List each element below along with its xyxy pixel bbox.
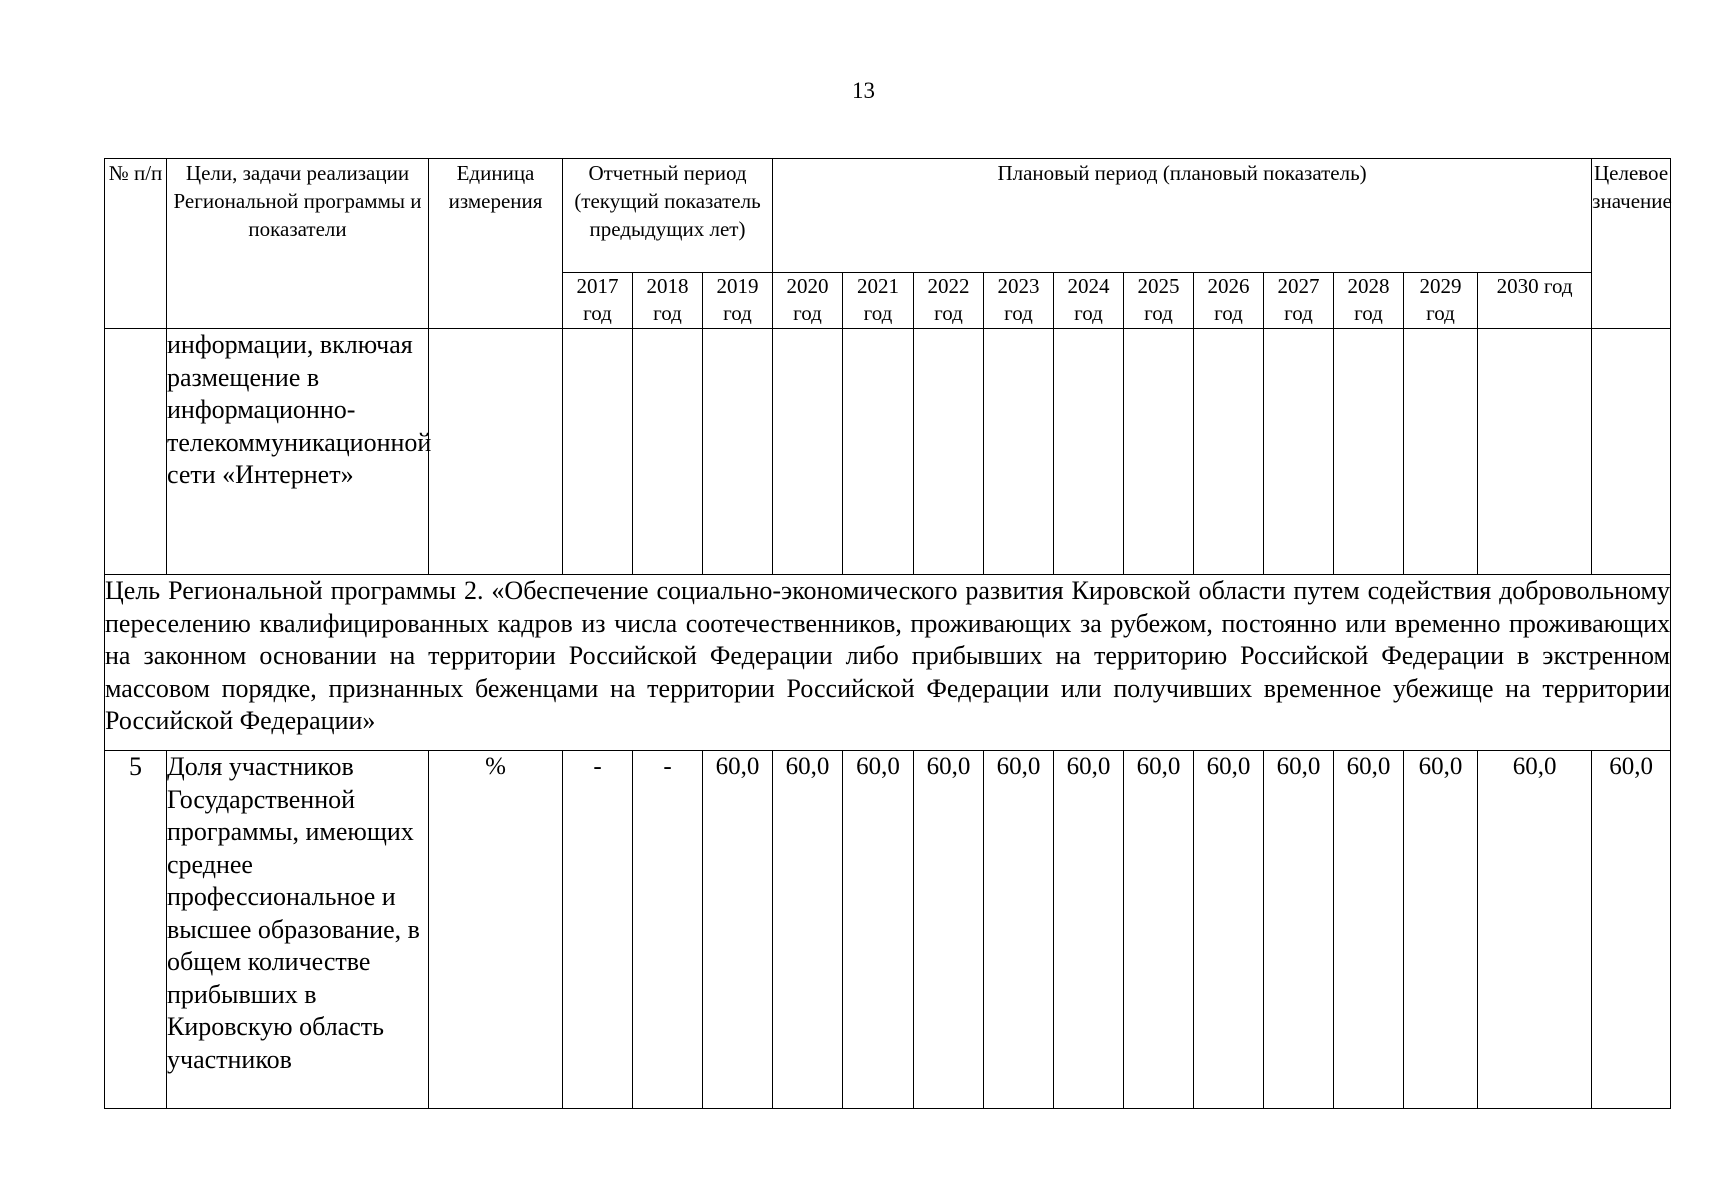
value-cell: 60,0 <box>914 751 984 1109</box>
header-row-main <box>105 159 1671 273</box>
header-num: № п/п <box>105 159 167 329</box>
header-year: 2019 год <box>703 273 773 329</box>
value-cell: 60,0 <box>1124 751 1194 1109</box>
continued-cell <box>429 329 563 575</box>
header-year: 2025 год <box>1124 273 1194 329</box>
continued-cell <box>1194 329 1264 575</box>
value-cell: 60,0 <box>1478 751 1592 1109</box>
continued-cell <box>1264 329 1334 575</box>
header-year: 2028 год <box>1334 273 1404 329</box>
value-cell: 60,0 <box>1334 751 1404 1109</box>
header-year: 2018 год <box>633 273 703 329</box>
continued-num-cell <box>105 329 167 575</box>
continued-cell <box>633 329 703 575</box>
header-unit: Единица измерения <box>429 159 563 329</box>
value-cell: 60,0 <box>1054 751 1124 1109</box>
continued-cell <box>1592 329 1671 575</box>
continued-cell <box>1124 329 1194 575</box>
indicator-text: Доля участников Государственной программы, имеющих среднее профессиональное и высшее образование, в общем количестве прибывших в Кировскую область участников <box>167 751 429 1109</box>
header-planned-period: Плановый период (плановый показатель) <box>773 159 1592 273</box>
indicator-row <box>105 751 1671 1109</box>
continued-cell <box>1334 329 1404 575</box>
header-target: Целевое значение <box>1592 159 1671 329</box>
header-year: 2029 год <box>1404 273 1478 329</box>
header-year: 2024 год <box>1054 273 1124 329</box>
header-year: 2026 год <box>1194 273 1264 329</box>
value-cell: 60,0 <box>1264 751 1334 1109</box>
goal-text: Цель Региональной программы 2. «Обеспечение социально-экономического развития Кировской области путем содействия добровольному переселению квалифицированных кадров из числа соотечественников, проживающих за рубежом, постоянно или временно проживающих на законном основании на территории Российской Федерации либо прибывших на территорию Российской Федерации в экстренном массовом порядке, признанных беженцами на территории Российской Федерации или получивших временное убежище на территории Российской Федерации» <box>105 575 1671 751</box>
page-number: 13 <box>852 78 875 103</box>
header-reporting-period: Отчетный период (текущий показатель предыдущих лет) <box>563 159 773 273</box>
continued-cell <box>984 329 1054 575</box>
continued-cell <box>1054 329 1124 575</box>
target-value: 60,0 <box>1592 751 1671 1109</box>
value-cell: - <box>633 751 703 1109</box>
indicator-unit: % <box>429 751 563 1109</box>
header-year: 2023 год <box>984 273 1054 329</box>
indicators-table <box>104 158 1671 1109</box>
goal-row <box>105 575 1671 751</box>
value-cell: 60,0 <box>843 751 914 1109</box>
header-year: 2017 год <box>563 273 633 329</box>
value-cell: 60,0 <box>773 751 843 1109</box>
indicator-num: 5 <box>105 751 167 1109</box>
continued-cell <box>914 329 984 575</box>
value-cell: 60,0 <box>703 751 773 1109</box>
header-year: 2022 год <box>914 273 984 329</box>
header-year: 2027 год <box>1264 273 1334 329</box>
continued-cell <box>1478 329 1592 575</box>
continued-indicator-text: информации, включая размещение в информационно-телекоммуникационной сети «Интернет» <box>167 329 429 575</box>
value-cell: 60,0 <box>984 751 1054 1109</box>
continued-cell <box>843 329 914 575</box>
continued-cell <box>563 329 633 575</box>
value-cell: - <box>563 751 633 1109</box>
continued-cell <box>1404 329 1478 575</box>
header-goals: Цели, задачи реализации Региональной программы и показатели <box>167 159 429 329</box>
header-year: 2030 год <box>1478 273 1592 329</box>
continued-cell <box>773 329 843 575</box>
value-cell: 60,0 <box>1404 751 1478 1109</box>
continued-row <box>105 329 1671 575</box>
header-year: 2021 год <box>843 273 914 329</box>
header-year: 2020 год <box>773 273 843 329</box>
value-cell: 60,0 <box>1194 751 1264 1109</box>
continued-cell <box>703 329 773 575</box>
